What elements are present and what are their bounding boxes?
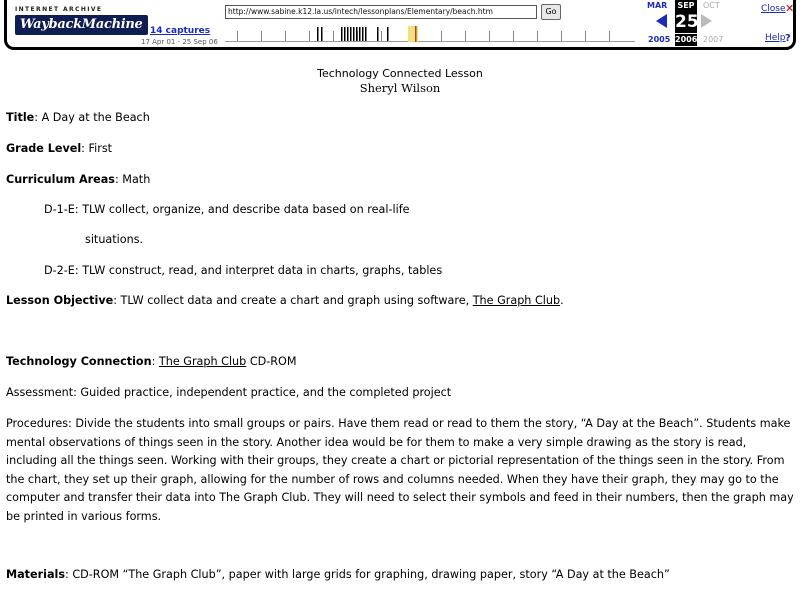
help-icon[interactable]: ? (785, 33, 791, 44)
captures-link[interactable]: 14 captures (150, 26, 211, 36)
techconn-label: Technology Connection (6, 355, 152, 368)
standard-d2: D-2-E: TLW construct, read, and interpret data in charts, graphs, tables (44, 264, 443, 277)
objective-value: : TLW collect data and create a chart and graph using software, (113, 294, 473, 307)
year-next: 2007 (703, 35, 724, 44)
close-link[interactable]: Close (761, 4, 786, 14)
lesson-author: Sheryl Wilson (359, 81, 441, 95)
grade-label: Grade Level (6, 142, 82, 155)
go-button[interactable]: Go (541, 4, 561, 20)
title-value: : A Day at the Beach (34, 111, 150, 124)
objective-graph-club-link[interactable]: The Graph Club (472, 294, 561, 307)
materials-row (6, 568, 670, 581)
current-day: 25 (675, 12, 699, 32)
curriculum-label: Curriculum Areas (6, 173, 115, 186)
techconn-row (6, 355, 297, 368)
captures-date-range: 17 Apr 01 - 25 Sep 06 (141, 38, 218, 46)
techconn-sep: : (151, 355, 159, 368)
objective-row (6, 294, 564, 307)
logo-internet-archive-text: INTERNET ARCHIVE (15, 6, 103, 13)
assessment-text: Assessment: Guided practice, independent practice, and the completed project (6, 386, 452, 399)
month-next: OCT (703, 1, 720, 10)
lesson-heading: Technology Connected Lesson (317, 67, 483, 80)
title-label: Title (6, 111, 35, 124)
month-prev[interactable]: MAR (647, 1, 668, 10)
help-link[interactable]: Help (765, 33, 786, 43)
close-icon[interactable]: ✕ (785, 2, 795, 15)
standard-d1-line2: situations. (85, 233, 144, 246)
objective-end: . (560, 294, 564, 307)
materials-label: Materials (6, 568, 66, 581)
materials-value: : CD-ROM “The Graph Club”, paper with large grids for graphing, drawing paper, story “A Day at the Beach” (65, 568, 670, 581)
standard-d1-line1: D-1-E: TLW collect, organize, and describe data based on real-life (44, 203, 410, 216)
curriculum-row (6, 173, 150, 186)
procedures-text: Procedures: Divide the students into small groups or pairs. Have them read or read to them the story, “A Day at the Beach”. Students make mental observations of things seen in the story. Another idea would be for them to make a very simple drawing as the story is read, including all the things seen. Working with their groups, they create a chart or pictorial representation of the things seen in the story. From the chart, they set up their graph, allowing for the number of rows and columns needed. When they have their graph, they may go to the computer and transfer their data into The Graph Club. They will need to select their symbols and feed in their numbers, then the graph may be printed in various forms. (6, 417, 794, 523)
grade-value: : First (81, 142, 113, 155)
techconn-value: CD-ROM (246, 355, 297, 368)
month-current: SEP (675, 0, 697, 11)
year-prev[interactable]: 2005 (648, 35, 671, 44)
objective-label: Lesson Objective (6, 294, 114, 307)
curriculum-value: : Math (114, 173, 151, 186)
techconn-graph-club-link[interactable]: The Graph Club (158, 355, 247, 368)
title-row (6, 111, 150, 124)
grade-row (6, 142, 112, 155)
url-input[interactable]: http://www.sabine.k12.la.us/intech/lessonplans/Elementary/beach.htm (225, 5, 537, 19)
logo-wayback-text: WaybackMachine (15, 15, 148, 35)
year-current: 2006 (675, 35, 698, 44)
